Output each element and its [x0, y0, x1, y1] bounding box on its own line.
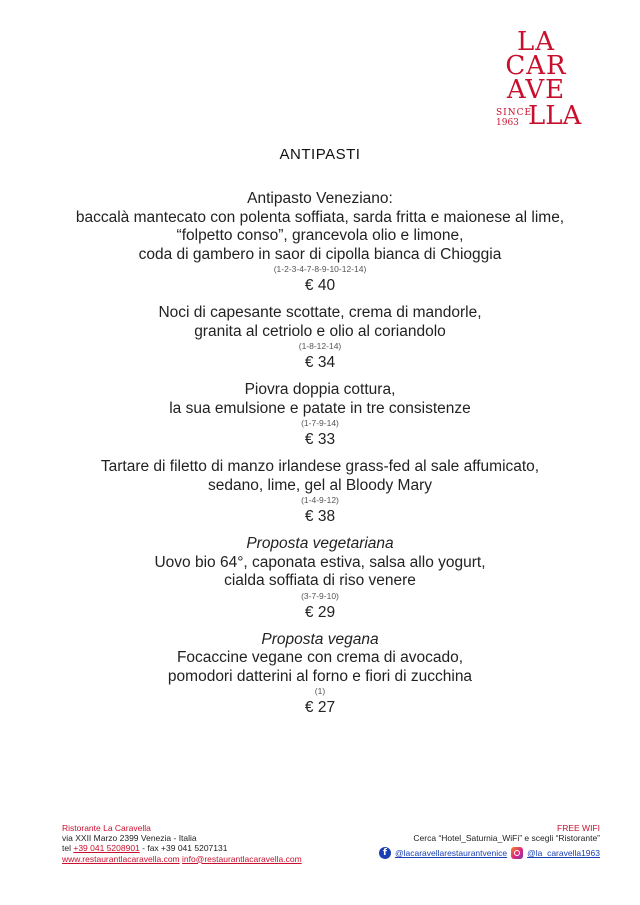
restaurant-address: via XXII Marzo 2399 Venezia - Italia — [62, 833, 197, 844]
logo-line-3: AVE — [506, 75, 566, 105]
dish-description-line: cialda soffiata di riso venere — [224, 572, 416, 589]
logo-line-4: LLA — [528, 101, 582, 131]
website-link[interactable]: www.restaurantlacaravella.com — [62, 853, 180, 864]
dish-description-line: baccalà mantecato con polenta soffiata, sarda fritta e maionese al lime, — [75, 208, 565, 226]
dish-description-line: “folpetto conso”, grancevola olio e limone, — [176, 227, 464, 244]
dish-item — [0, 535, 640, 623]
dish-description-line: Piovra doppia cottura, — [244, 381, 396, 398]
dish-description-line: Uovo bio 64°, caponata estiva, salsa allo yogurt, — [154, 553, 486, 571]
fax-number: - fax +39 041 5207131 — [139, 843, 228, 854]
dish-category-title: Proposta vegana — [261, 630, 379, 648]
logo-since-block — [496, 106, 532, 128]
menu-list — [0, 190, 640, 726]
dish-price: € 33 — [304, 431, 336, 448]
dish-description-line: la sua emulsione e patate in tre consistenze — [169, 399, 471, 417]
instagram-link[interactable]: @la_caravella1963 — [527, 848, 600, 859]
dish-description-line: Tartare di filetto di manzo irlandese grass-fed al sale affumicato, — [100, 458, 540, 475]
instagram-icon[interactable] — [511, 847, 523, 859]
logo-line-1: LA — [516, 27, 556, 57]
allergen-codes: (1-7-9-14) — [301, 418, 339, 428]
dish-item — [0, 381, 640, 450]
dish-description-line: sedano, lime, gel al Bloody Mary — [207, 476, 432, 494]
dish-price: € 34 — [304, 354, 336, 371]
wifi-title: FREE WIFI — [557, 823, 600, 833]
allergen-codes: (1-8-12-14) — [298, 341, 342, 351]
logo-since: SINCE — [496, 108, 533, 118]
web-line — [62, 854, 302, 864]
dish-item — [0, 631, 640, 719]
logo-year: 1963 — [496, 118, 519, 128]
dish-price: € 29 — [304, 603, 336, 621]
footer-contact — [62, 823, 302, 864]
facebook-icon[interactable]: f — [379, 847, 391, 859]
allergen-codes: (1) — [314, 686, 326, 696]
social-links — [379, 847, 600, 859]
logo — [486, 27, 586, 131]
dish-title: Antipasto Veneziano: — [247, 190, 393, 207]
dish-price: € 27 — [304, 699, 336, 716]
logo-line-2: CAR — [505, 51, 567, 81]
dish-description-line: Noci di capesante scottate, crema di mandorle, — [158, 304, 482, 321]
facebook-link[interactable]: @lacaravellarestaurantvenice — [394, 848, 508, 859]
dish-item — [0, 304, 640, 373]
footer-wifi — [379, 823, 600, 859]
dish-description-line: Focaccine vegane con crema di avocado, — [176, 649, 464, 666]
dish-description-line: granita al cetriolo e olio al coriandolo — [194, 322, 446, 340]
dish-price: € 38 — [304, 508, 336, 525]
allergen-codes: (1-4-9-12) — [301, 495, 339, 505]
dish-price: € 40 — [304, 277, 336, 294]
dish-item — [0, 190, 640, 296]
wifi-instructions: Cerca “Hotel_Saturnia_WiFi” e scegli “Ristorante” — [413, 833, 600, 844]
dish-description-line: coda di gambero in saor di cipolla bianca di Chioggia — [138, 245, 502, 263]
restaurant-name: Ristorante La Caravella — [62, 823, 151, 833]
dish-item — [0, 458, 640, 527]
phone-line — [62, 843, 302, 853]
allergen-codes: (1-2-3-4-7-8-9-10-12-14) — [273, 264, 367, 274]
section-title: ANTIPASTI — [279, 146, 361, 163]
dish-category-title: Proposta vegetariana — [246, 535, 394, 552]
email-link[interactable]: info@restaurantlacaravella.com — [182, 853, 302, 864]
tel-label: tel — [62, 843, 71, 854]
dish-description-line: pomodori datterini al forno e fiori di zucchina — [167, 667, 473, 685]
allergen-codes: (3-7-9-10) — [301, 590, 339, 601]
phone-link[interactable]: +39 041 5208901 — [73, 843, 140, 854]
